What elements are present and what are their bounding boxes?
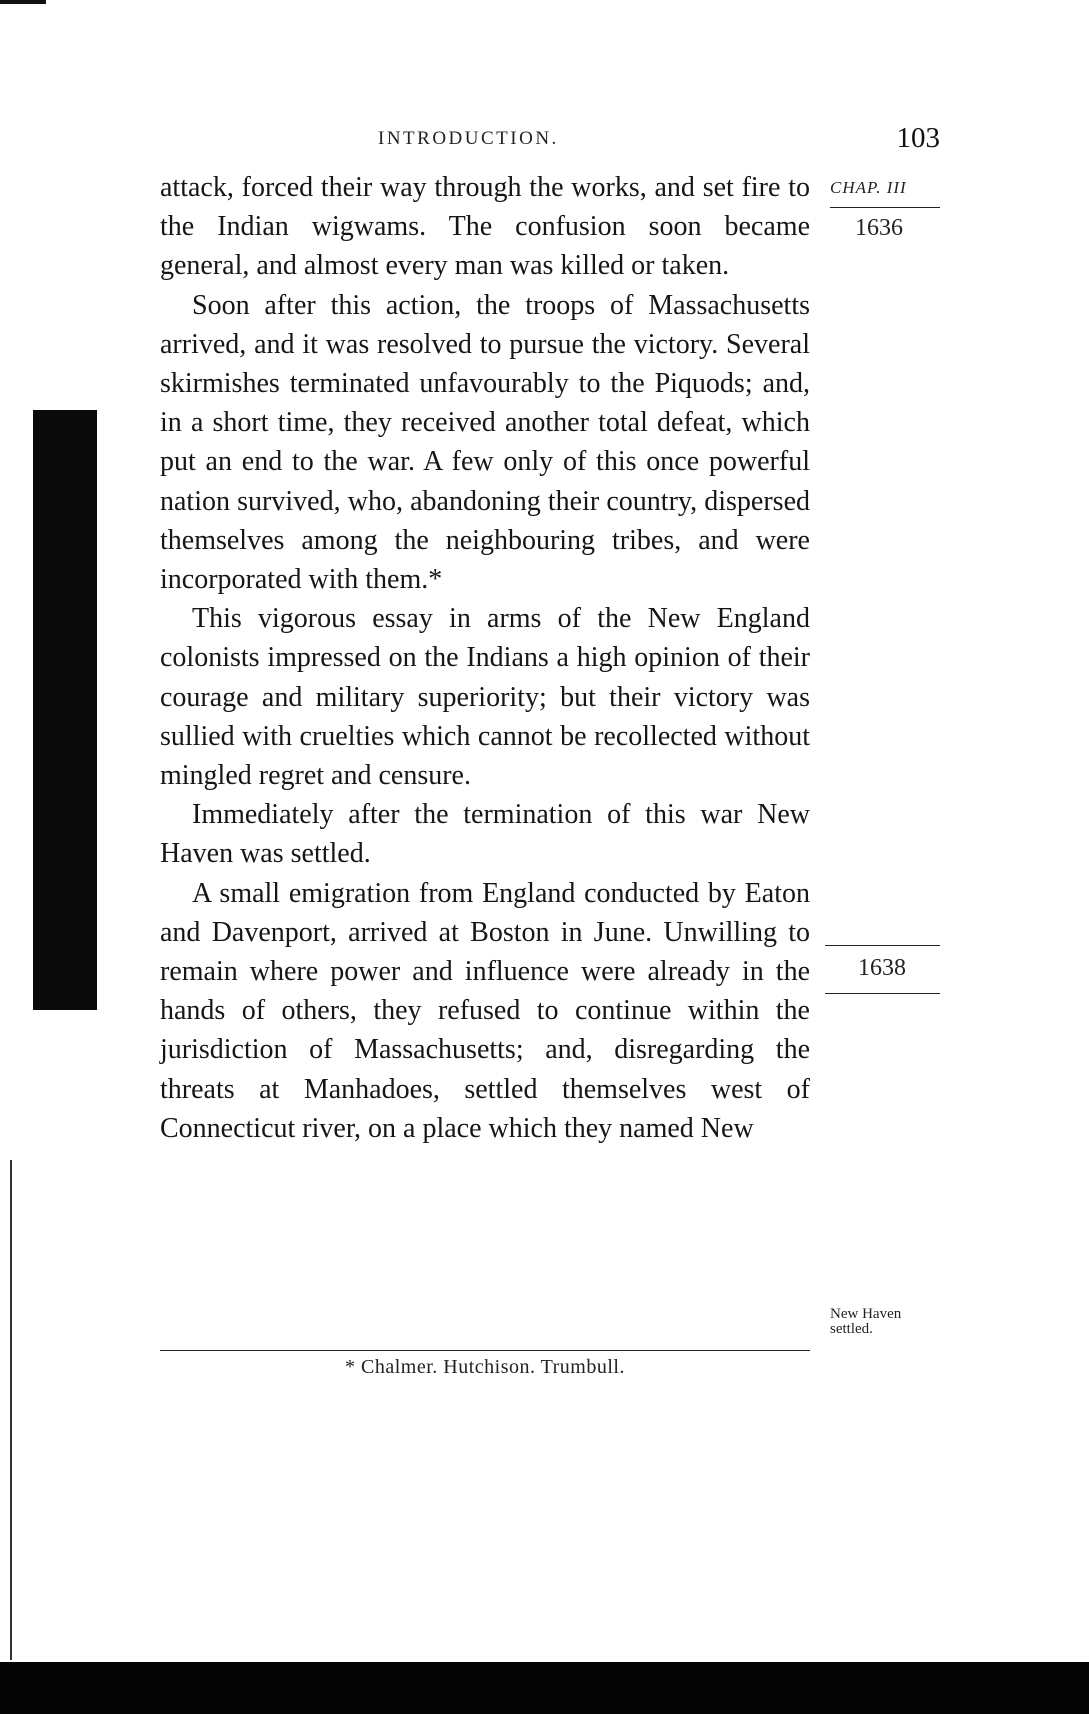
footnote-rule <box>160 1350 810 1351</box>
margin-chapter-label: CHAP. III <box>830 178 907 197</box>
paragraph-4: Immediately after the termination of this war New Haven was settled. <box>160 799 810 870</box>
scan-edge-top-mark <box>0 0 46 4</box>
margin-year-1638: 1638 <box>858 955 906 981</box>
body-text <box>160 168 810 1148</box>
margin-note-new-haven: New Haven settled. <box>830 1306 902 1337</box>
paragraph-1: attack, forced their way through the works, and set fire to the Indian wigwams. The confusion soon became general, and almost every man was killed or taken. <box>160 172 810 282</box>
margin-rule-top-1636 <box>830 207 940 208</box>
scan-edge-bottom-band <box>0 1662 1089 1714</box>
margin-year-1636: 1636 <box>855 215 903 241</box>
footnote: * Chalmer. Hutchison. Trumbull. <box>345 1356 625 1378</box>
paragraph-2: Soon after this action, the troops of Massachusetts arrived, and it was resolved to pursue the victory. Several skirmishes terminated unfavourably to the Piquods; and, in a short time, they received another total defeat, which put an end to the war. A few only of this once powerful nation survived, who, abandoning their country, dispersed themselves among the neighbouring tribes, and were incorporated with them.* <box>160 289 810 596</box>
page-header <box>160 122 940 162</box>
running-head: INTRODUCTION. <box>378 128 559 149</box>
margin-rule-bottom-1638 <box>825 993 940 994</box>
margin-rule-top-1638 <box>825 945 940 946</box>
scan-binding-shadow <box>33 410 97 1010</box>
scan-left-edge-line <box>10 1160 12 1660</box>
paragraph-5: A small emigration from England conducted by Eaton and Davenport, arrived at Boston in June. Unwilling to remain where power and influence were already in the hands of others, they refused to continue within the jurisdiction of Massachusetts; and, disregarding the threats at Manhadoes, settled themselves west of Connecticut river, on a place which they named New <box>160 877 810 1144</box>
page-number: 103 <box>896 122 940 154</box>
paragraph-3: This vigorous essay in arms of the New England colonists impressed on the Indians a high opinion of their courage and military superiority; but their victory was sullied with cruelties which cannot be recollected without mingled regret and censure. <box>160 603 810 792</box>
